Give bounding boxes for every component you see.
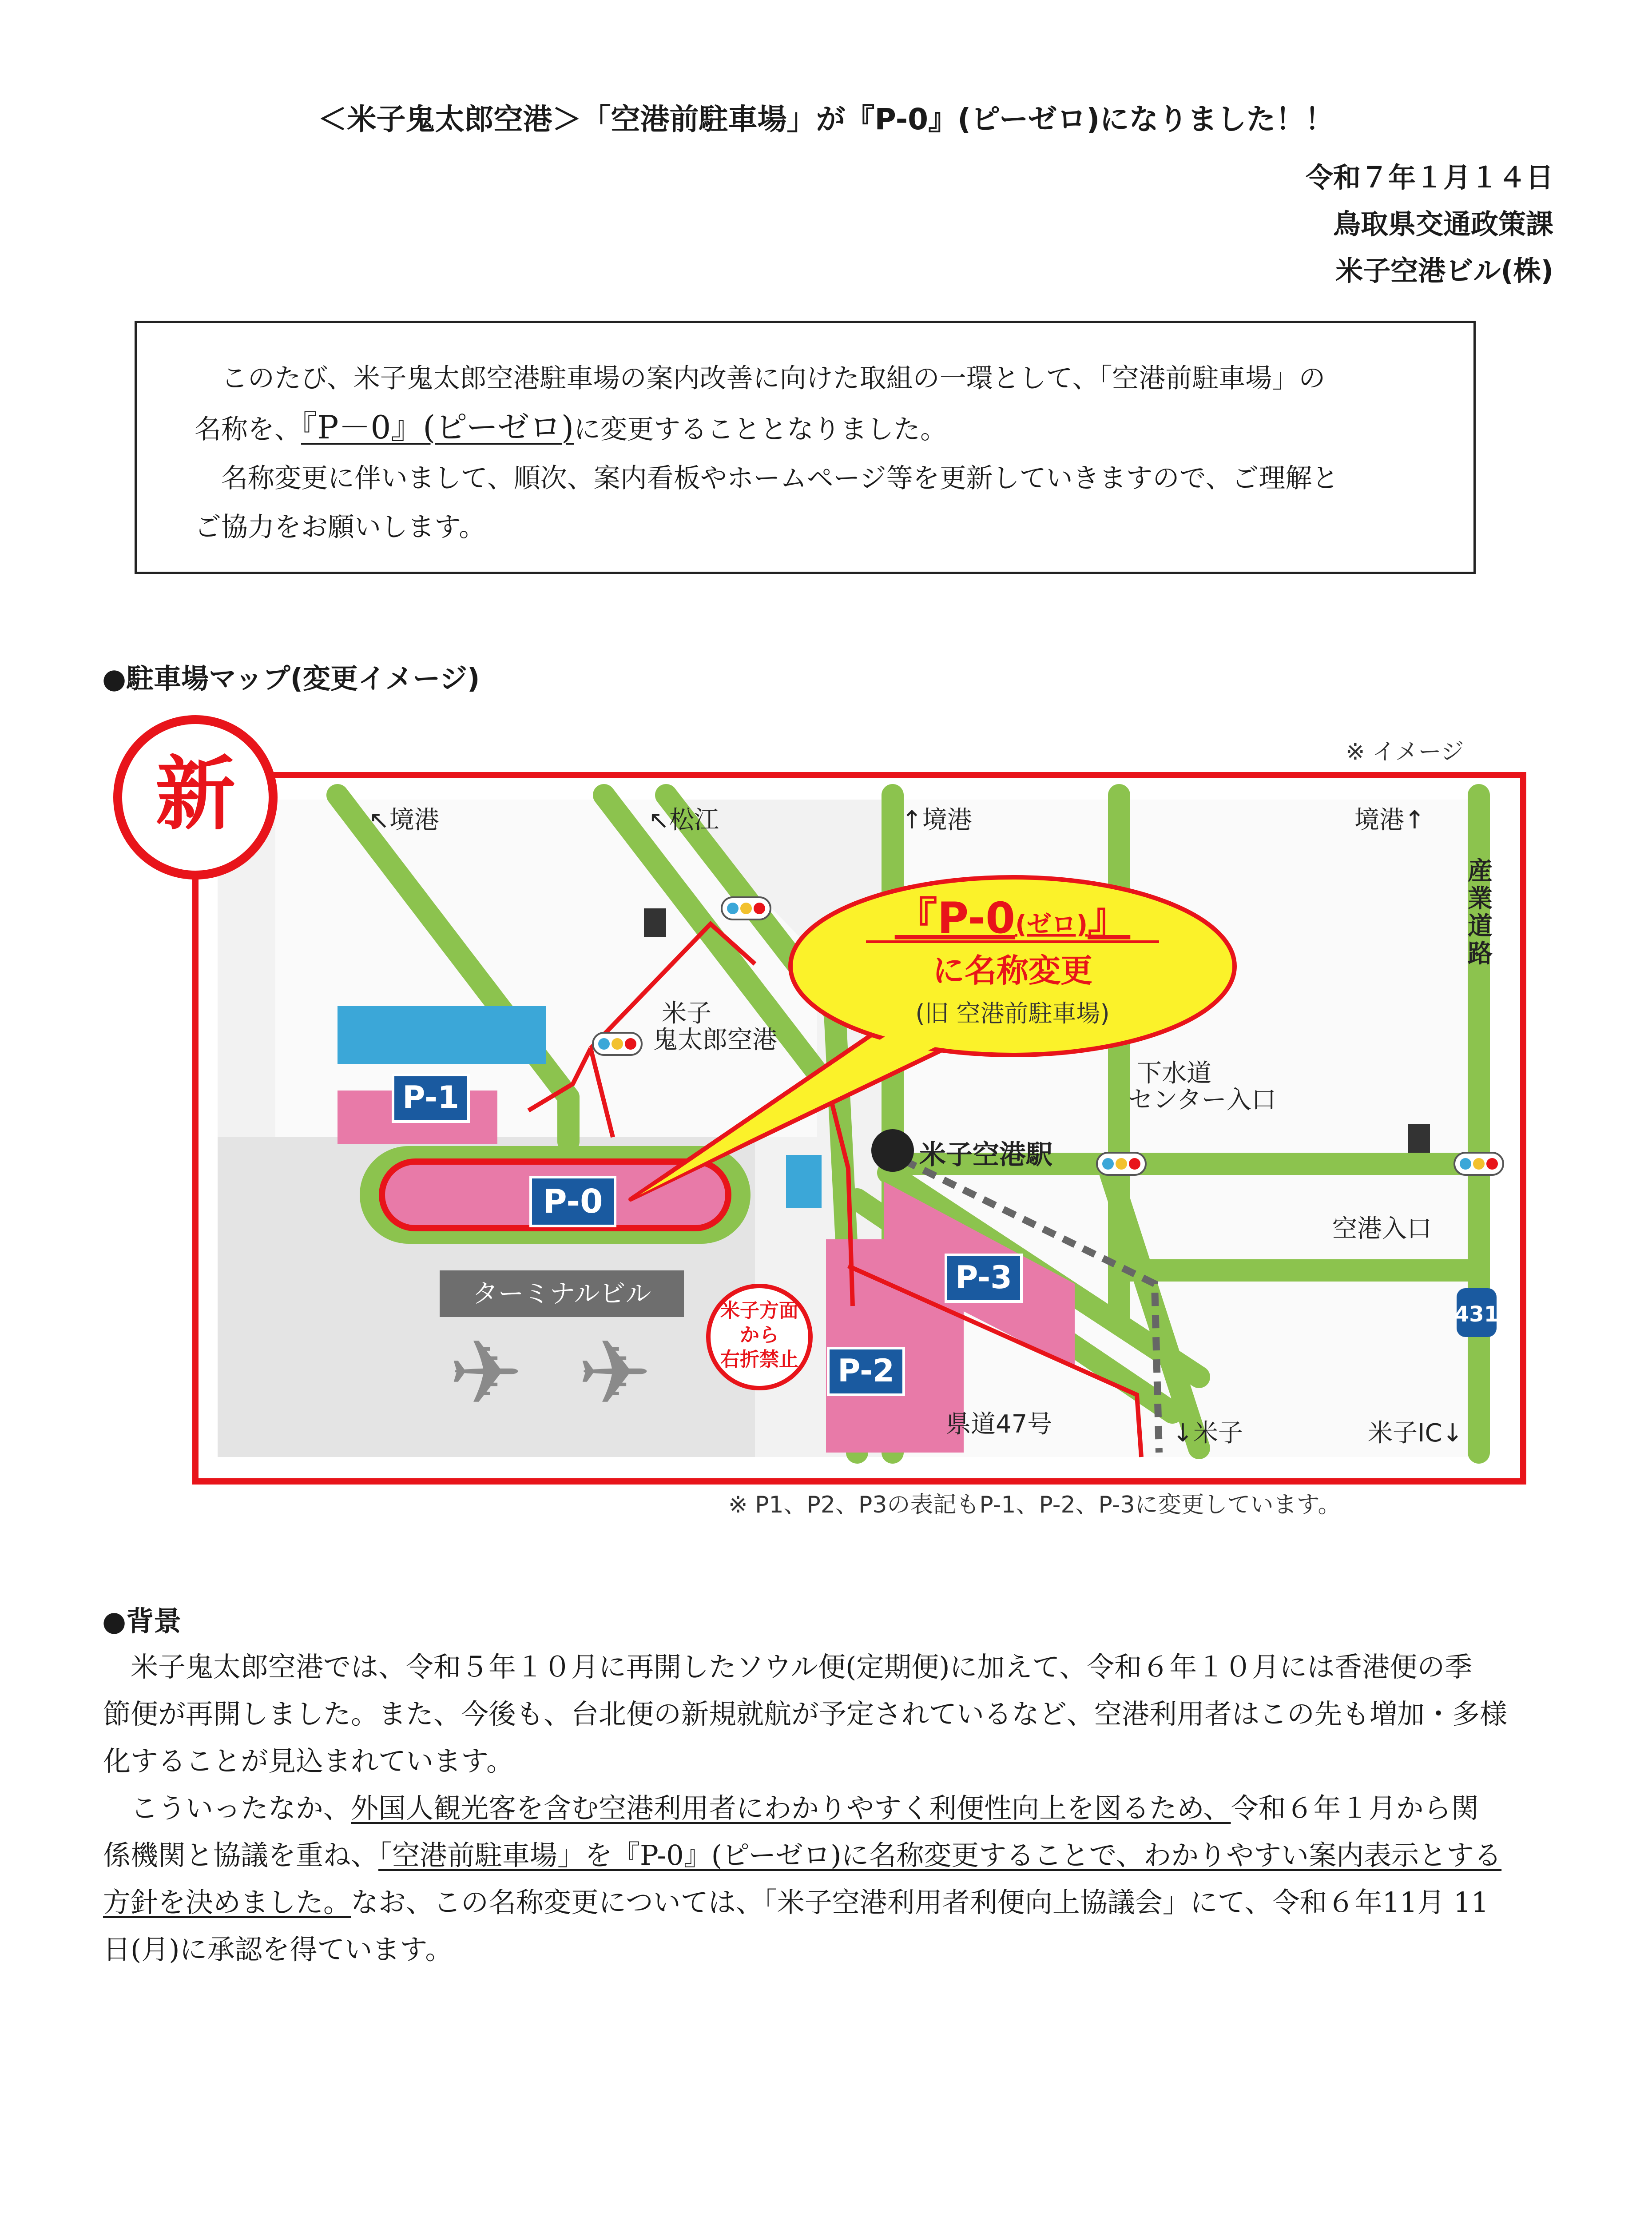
label-airport-2: 鬼太郎空港 bbox=[653, 1026, 777, 1055]
org-airport-building: 米子空港ビル(株) bbox=[1335, 255, 1553, 287]
image-note: ※ イメージ bbox=[1346, 739, 1464, 765]
bubble-line2: に名称変更 bbox=[932, 952, 1093, 989]
date: 令和７年１月１４日 bbox=[1305, 161, 1553, 194]
sign-p1-text: P-1 bbox=[402, 1079, 459, 1116]
body-line: 節便が再開しました。また、今後も、台北便の新規就航が予定されているなど、空港利用者はこの先も増加・多様 bbox=[103, 1698, 1508, 1730]
label-station: 米子空港駅 bbox=[919, 1139, 1052, 1170]
body-line: 方針を決めました。なお、この名称変更については、「米子空港利用者利便向上協議会」にて、令和６年11月 11 bbox=[103, 1886, 1489, 1918]
sign-p2-text: P-2 bbox=[838, 1353, 894, 1389]
label-yonago-ic: 米子IC↓ bbox=[1368, 1419, 1463, 1448]
body-line: こういったなか、外国人観光客を含む空港利用者にわかりやすく利便性向上を図るため、令和６年１月から関 bbox=[131, 1792, 1479, 1824]
notice-line: 名称変更に伴いまして、順次、案内看板やホームページ等を更新していきますので、ご理解と bbox=[221, 463, 1339, 494]
body-line: 係機関と協議を重ね、「空港前駐車場」を『P-0』(ピーゼロ)に名称変更することで、わかりやすい案内表示とする bbox=[103, 1839, 1502, 1871]
org-transport-policy: 鳥取県交通政策課 bbox=[1333, 208, 1553, 240]
body-line: 米子鬼太郎空港では、令和５年１０月に再開したソウル便(定期便)に加えて、令和６年１０月には香港便の季 bbox=[131, 1651, 1473, 1683]
label-yonago: ↓米子 bbox=[1172, 1419, 1243, 1448]
label-sangyo-road-char: 路 bbox=[1468, 939, 1493, 968]
gas-station-icon bbox=[644, 908, 666, 937]
label-terminal: ターミナルビル bbox=[472, 1278, 651, 1309]
traffic-light-icon bbox=[1097, 1153, 1146, 1175]
bubble-line3: (旧 空港前駐車場) bbox=[915, 999, 1110, 1027]
label-airport-entrance: 空港入口 bbox=[1332, 1214, 1432, 1243]
route-431: 431 bbox=[1454, 1302, 1499, 1327]
notice-line: ご協力をお願いします。 bbox=[195, 512, 486, 543]
no-turn-line: から bbox=[740, 1324, 779, 1346]
gas-station-icon bbox=[1408, 1124, 1430, 1153]
traffic-light-icon bbox=[722, 897, 770, 919]
body-line: 化することが見込まれています。 bbox=[103, 1745, 514, 1777]
airplane-icon: ✈ bbox=[577, 1321, 652, 1425]
traffic-light-icon bbox=[593, 1033, 642, 1055]
label-matsue: ↖松江 bbox=[648, 806, 719, 835]
no-turn-line: 米子方面 bbox=[720, 1299, 798, 1322]
background-heading: ●背景 bbox=[102, 1605, 182, 1637]
label-sewage-1: 下水道 bbox=[1137, 1059, 1211, 1088]
map-footnote: ※ P1、P2、P3の表記もP-1、P-2、P-3に変更しています。 bbox=[728, 1492, 1341, 1518]
svg-text:産業道路 bbox=[1468, 857, 1493, 968]
water-block bbox=[338, 1006, 546, 1064]
sign-p0-text: P-0 bbox=[543, 1182, 603, 1221]
new-badge-text: 新 bbox=[155, 748, 236, 841]
label-sangyo-road-char: 業 bbox=[1468, 884, 1493, 913]
background-text bbox=[103, 1644, 1551, 1973]
notice-line: このたび、米子鬼太郎空港駐車場の案内改善に向けた取組の一環として、「空港前駐車場」の bbox=[221, 363, 1326, 394]
new-name-emphasis: 『P－0』(ピーゼロ) bbox=[301, 409, 574, 446]
body-line: 日(月)に承認を得ています。 bbox=[103, 1933, 453, 1966]
label-airport-1: 米子 bbox=[662, 999, 711, 1028]
label-sakaiminato-ne: 境港↑ bbox=[1354, 806, 1425, 835]
bubble-main: 『P-0(ゼロ)』 bbox=[894, 893, 1131, 943]
notice-line: 名称を、『P－0』(ピーゼロ)に変更することとなりました。 bbox=[195, 409, 947, 446]
label-sangyo-road bbox=[1468, 857, 1493, 968]
airplane-icon: ✈ bbox=[449, 1321, 523, 1425]
label-sangyo-road-char: 道 bbox=[1468, 912, 1493, 941]
label-sangyo-road-char: 産 bbox=[1468, 857, 1493, 886]
traffic-light-icon bbox=[1454, 1153, 1503, 1175]
label-sewage-2: センター入口 bbox=[1128, 1086, 1276, 1114]
page-title: ＜米子鬼太郎空港＞「空港前駐車場」が『P-0』(ピーゼロ)になりました！！ bbox=[318, 102, 1334, 136]
map-heading: ●駐車場マップ(変更イメージ) bbox=[102, 662, 480, 695]
sign-p3-text: P-3 bbox=[955, 1259, 1012, 1296]
label-sakaiminato-n: ↑境港 bbox=[901, 806, 972, 835]
label-sakaiminato-nw: ↖境港 bbox=[369, 806, 439, 835]
no-turn-line: 右折禁止 bbox=[720, 1348, 798, 1371]
label-pref-road: 県道47号 bbox=[946, 1410, 1052, 1439]
water-block-east bbox=[786, 1155, 822, 1208]
station-dot bbox=[871, 1129, 914, 1172]
